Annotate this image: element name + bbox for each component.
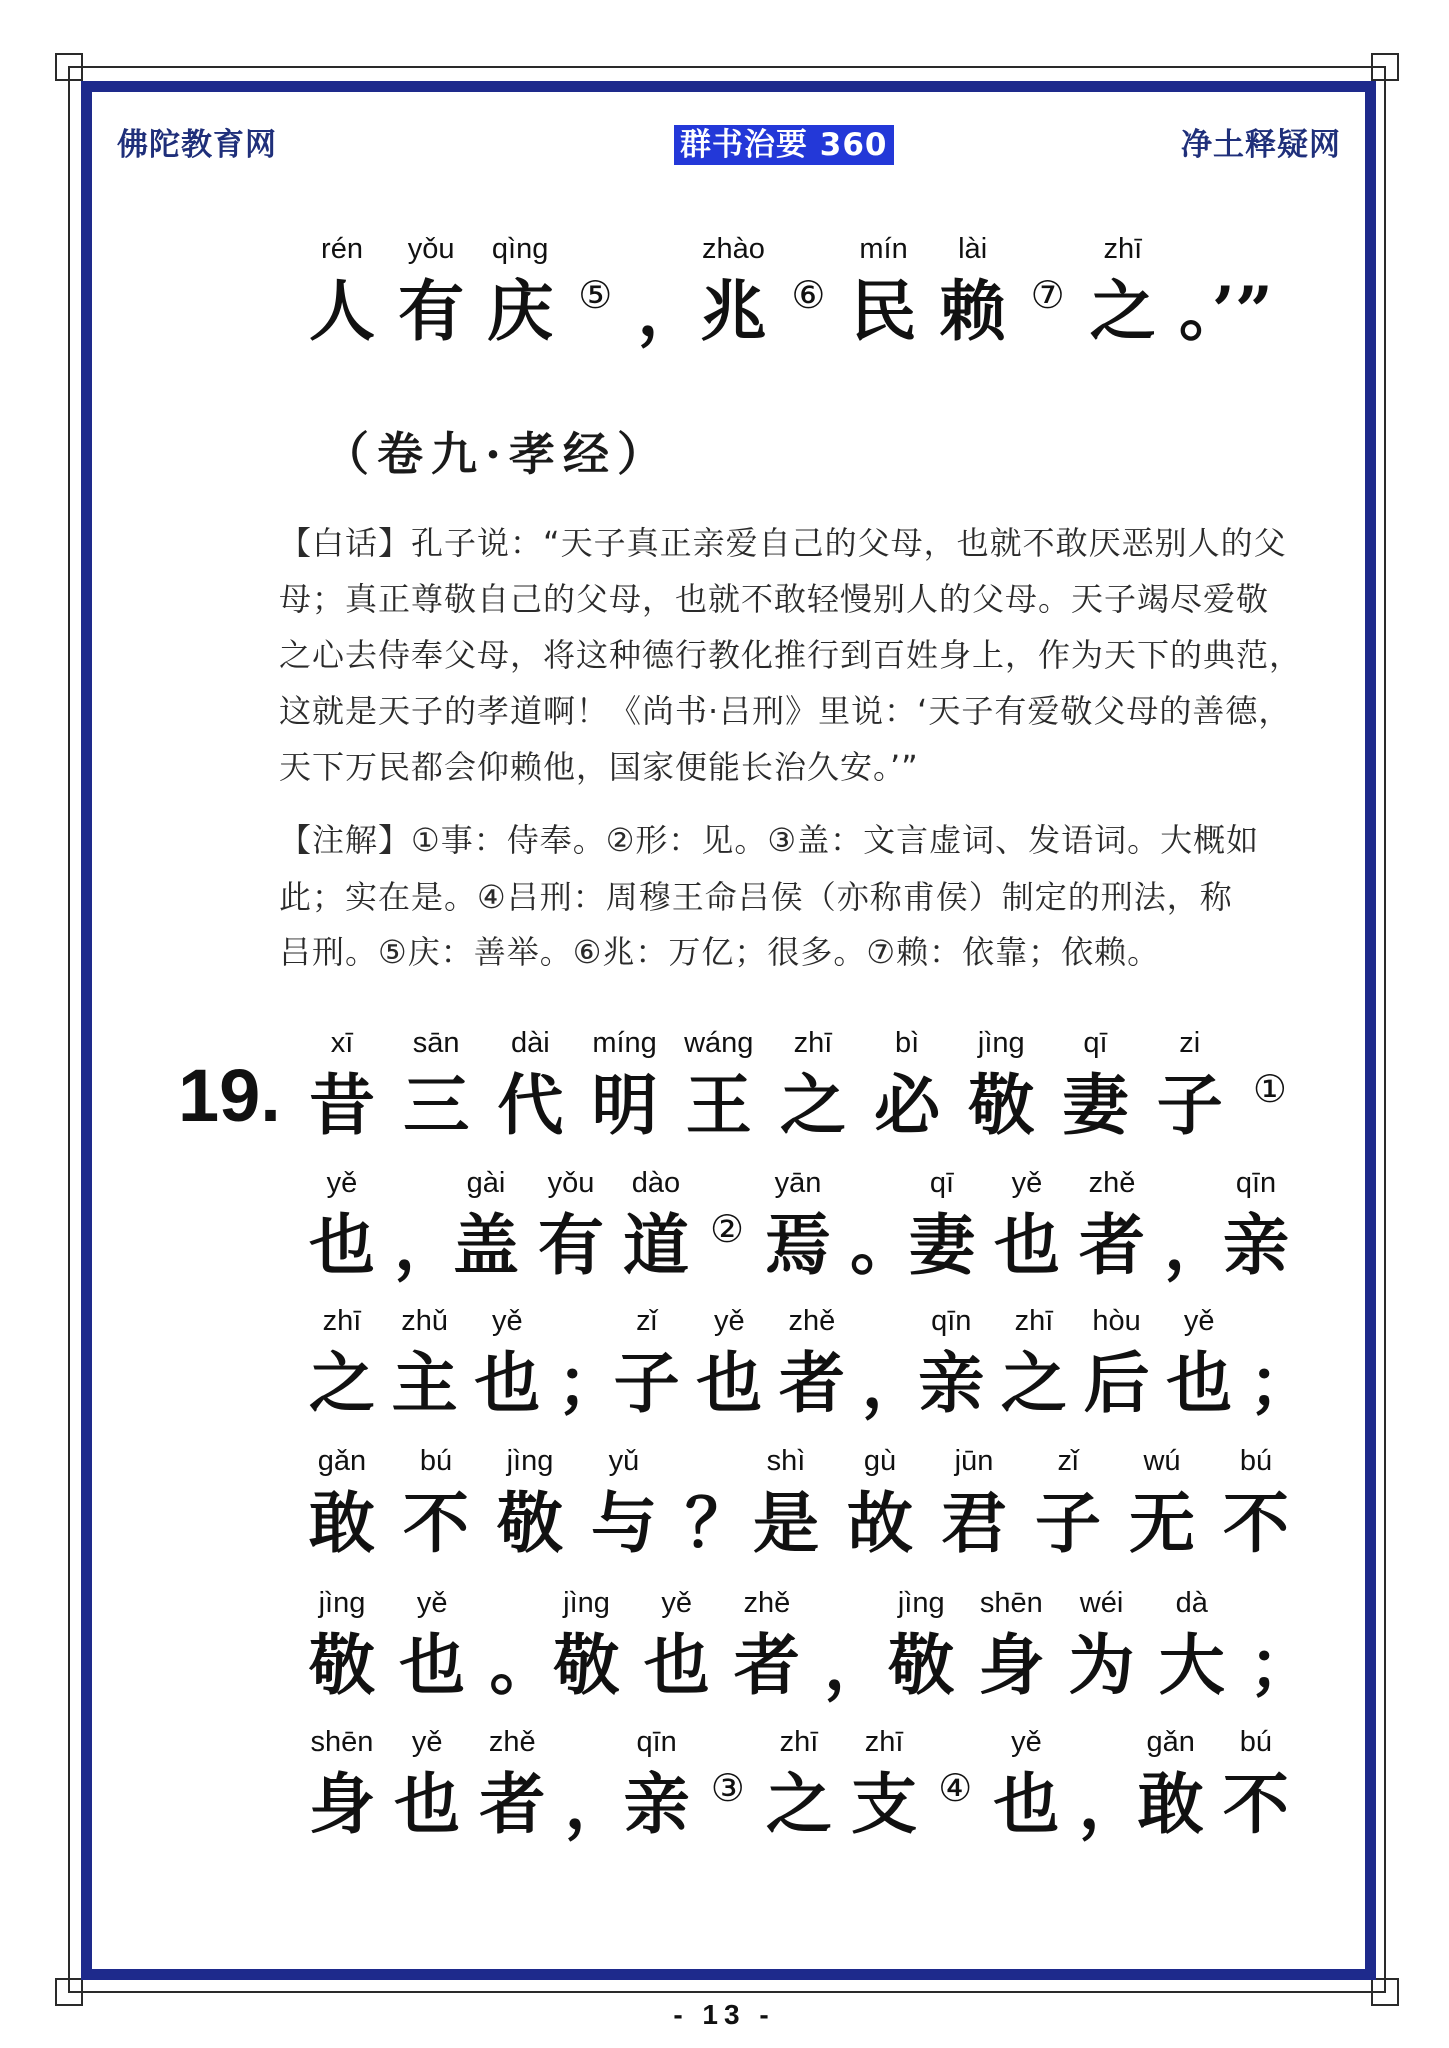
verse-character <box>309 233 375 350</box>
verse-character <box>487 233 554 350</box>
pinyin: yě <box>713 1305 745 1337</box>
verse-character <box>1079 1167 1145 1284</box>
notes-line: 【注解】①事：侍奉。②形：见。③盖：文言虚词、发语词。大概如 <box>279 821 1260 859</box>
verse-character <box>1156 1027 1223 1144</box>
verse-punctuation <box>861 1305 928 1422</box>
hanzi: 支 <box>851 1765 918 1843</box>
hanzi: 昔 <box>309 1066 375 1144</box>
pinyin: yě <box>1183 1305 1215 1337</box>
vernacular-line: 天下万民都会仰赖他，国家便能长治久安。’” <box>279 748 919 786</box>
pinyin: qīn <box>931 1305 972 1337</box>
punctuation-mark: ， <box>861 1344 928 1422</box>
source-citation: （卷九·孝经） <box>323 427 672 481</box>
hanzi: 故 <box>847 1484 913 1562</box>
verse-character <box>309 1167 375 1284</box>
punctuation-mark: ， <box>1078 1765 1145 1843</box>
pinyin: yě <box>1011 1726 1042 1758</box>
pinyin: wéi <box>1079 1587 1124 1619</box>
hanzi: 民 <box>850 272 917 350</box>
pinyin: zǐ <box>1057 1445 1079 1477</box>
page-number: - 13 - <box>673 1999 775 2030</box>
pinyin: qī <box>1083 1027 1108 1059</box>
notes-line: 吕刑。⑤庆：善举。⑥兆：万亿；很多。⑦赖：依靠；依赖。 <box>279 933 1161 971</box>
verse-character <box>765 1167 831 1284</box>
pinyin: qīn <box>636 1726 677 1758</box>
verse-character <box>1000 1305 1067 1422</box>
pinyin: jìng <box>563 1587 610 1619</box>
hanzi: 也 <box>994 1206 1060 1284</box>
note-marker-number: ⑦ <box>1030 273 1065 317</box>
vernacular-line: 这就是天子的孝道啊！《尚书·吕刑》里说：‘天子有爱敬父母的善德， <box>279 692 1292 730</box>
verse-character <box>993 1726 1060 1843</box>
pinyin: bú <box>1239 1726 1273 1758</box>
verse-punctuation <box>489 1587 556 1704</box>
punctuation-mark: ； <box>1248 1344 1315 1422</box>
punctuation-mark: ？ <box>685 1484 751 1562</box>
vernacular-line: 【白话】孔子说：“天子真正亲爱自己的父母，也就不敢厌恶别人的父 <box>279 524 1287 562</box>
pinyin: wú <box>1143 1445 1181 1477</box>
verse-character <box>394 1726 461 1843</box>
hanzi: 也 <box>399 1626 466 1704</box>
pinyin: bú <box>1239 1445 1273 1477</box>
hanzi: 子 <box>613 1344 680 1422</box>
pinyin: rén <box>321 233 363 265</box>
pinyin: bì <box>895 1027 920 1059</box>
verse-character <box>1223 1167 1289 1284</box>
verse-character <box>309 1027 375 1144</box>
verse-character <box>939 233 1006 350</box>
verse-line <box>309 233 1289 350</box>
verse-character <box>1062 1027 1129 1144</box>
verse-character <box>403 1027 470 1144</box>
pinyin: zhě <box>788 1305 836 1337</box>
verse-character <box>700 233 767 350</box>
hanzi: 敢 <box>309 1484 375 1562</box>
verse-character <box>1068 1587 1135 1704</box>
pinyin: dà <box>1175 1587 1208 1619</box>
hanzi: 之 <box>765 1765 832 1843</box>
verse-character <box>847 1445 913 1562</box>
hanzi: 必 <box>874 1066 941 1144</box>
pinyin: gǎn <box>317 1445 367 1477</box>
verse-character <box>309 1726 375 1843</box>
pinyin: yě <box>411 1726 443 1758</box>
hanzi: 无 <box>1129 1484 1195 1562</box>
header-site-right: 净土释疑网 <box>1181 127 1341 163</box>
pinyin: qīn <box>1235 1167 1277 1199</box>
hanzi: 亲 <box>1223 1206 1289 1284</box>
hanzi: 君 <box>941 1484 1007 1562</box>
note-marker <box>1029 233 1067 345</box>
verse-punctuation <box>824 1587 891 1704</box>
hanzi: 也 <box>474 1344 541 1422</box>
hanzi: 王 <box>685 1066 752 1144</box>
pinyin: qī <box>929 1167 955 1199</box>
note-marker-number: ① <box>1252 1067 1287 1111</box>
verse-character <box>753 1445 819 1562</box>
hanzi: 敬 <box>968 1066 1035 1144</box>
pinyin: gài <box>466 1167 506 1199</box>
verse-character <box>391 1305 458 1422</box>
hanzi: 者 <box>778 1344 845 1422</box>
hanzi: 不 <box>403 1484 469 1562</box>
verse-character <box>874 1027 941 1144</box>
verse-character <box>909 1167 975 1284</box>
verse-character <box>994 1167 1060 1284</box>
header-book-title: 群书治要 360 <box>674 125 894 165</box>
pinyin: qìng <box>491 233 549 265</box>
pinyin: yě <box>416 1587 448 1619</box>
pinyin: jìng <box>318 1587 366 1619</box>
pinyin: gǎn <box>1146 1726 1195 1758</box>
note-marker-number: ④ <box>938 1766 973 1810</box>
hanzi: 焉 <box>765 1206 831 1284</box>
verse-line <box>309 1445 1289 1562</box>
verse-character <box>779 1027 846 1144</box>
pinyin: jūn <box>954 1445 994 1477</box>
verse-character <box>643 1587 710 1704</box>
hanzi: 敬 <box>553 1626 620 1704</box>
verse-character <box>850 233 917 350</box>
punctuation-mark: ， <box>1164 1206 1230 1284</box>
hanzi: 三 <box>403 1066 470 1144</box>
hanzi: 敬 <box>888 1626 955 1704</box>
hanzi: 也 <box>696 1344 763 1422</box>
verse-character <box>1129 1445 1195 1562</box>
verse-punctuation <box>1178 233 1289 350</box>
verse-character <box>778 1305 845 1422</box>
hanzi: 不 <box>1222 1765 1289 1843</box>
pinyin: yǒu <box>547 1167 595 1199</box>
verse-punctuation <box>556 1305 623 1422</box>
hanzi: 也 <box>309 1206 375 1284</box>
hanzi: 有 <box>398 272 465 350</box>
header-site-left: 佛陀教育网 <box>117 127 277 163</box>
verse-character <box>399 1587 466 1704</box>
verse-punctuation <box>850 1167 916 1284</box>
verse-punctuation <box>637 233 704 350</box>
note-marker <box>936 1726 974 1838</box>
verse-line <box>309 1726 1289 1843</box>
hanzi: 妻 <box>909 1206 975 1284</box>
punctuation-mark: ， <box>564 1765 631 1843</box>
punctuation-mark: ， <box>637 272 704 350</box>
pinyin: zhī <box>1103 233 1143 265</box>
verse-character <box>918 1305 985 1422</box>
verse-character <box>1166 1305 1233 1422</box>
verse-character <box>479 1726 546 1843</box>
verse-character <box>613 1305 680 1422</box>
verse-character <box>591 1027 658 1144</box>
pinyin: zhī <box>779 1726 819 1758</box>
verse-character <box>1035 1445 1101 1562</box>
hanzi: 身 <box>978 1626 1045 1704</box>
hanzi: 敬 <box>497 1484 563 1562</box>
verse-character <box>591 1445 657 1562</box>
verse-character <box>474 1305 541 1422</box>
pinyin: shì <box>766 1445 806 1477</box>
hanzi: 者 <box>1079 1206 1145 1284</box>
vernacular-line: 之心去侍奉父母，将这种德行教化推行到百姓身上，作为天下的典范， <box>279 636 1303 674</box>
pinyin: zhě <box>488 1726 536 1758</box>
hanzi: 之 <box>309 1344 375 1422</box>
verse-character <box>1137 1726 1204 1843</box>
verse-punctuation <box>394 1167 460 1284</box>
verse-character <box>398 233 465 350</box>
verse-character <box>851 1726 918 1843</box>
hanzi: 亲 <box>918 1344 985 1422</box>
hanzi: 道 <box>623 1206 689 1284</box>
pinyin: shēn <box>979 1587 1043 1619</box>
hanzi: 主 <box>391 1344 458 1422</box>
verse-character <box>309 1305 375 1422</box>
pinyin: mín <box>859 233 908 265</box>
hanzi: 代 <box>497 1066 564 1144</box>
punctuation-mark: ， <box>824 1626 891 1704</box>
verse-character <box>623 1726 690 1843</box>
punctuation-mark: 。 <box>850 1206 916 1284</box>
hanzi: 者 <box>733 1626 800 1704</box>
punctuation-mark: 。 <box>489 1626 556 1704</box>
pinyin: wáng <box>684 1027 754 1059</box>
pinyin: zhī <box>864 1726 904 1758</box>
verse-character <box>309 1587 375 1704</box>
hanzi: 之 <box>1000 1344 1067 1422</box>
pinyin: lài <box>958 233 988 265</box>
pinyin: yǒu <box>407 233 455 265</box>
verse-punctuation <box>685 1445 751 1562</box>
verse-character <box>941 1445 1007 1562</box>
hanzi: 子 <box>1035 1484 1101 1562</box>
hanzi: 大 <box>1158 1626 1225 1704</box>
note-marker-number: ③ <box>710 1766 745 1810</box>
verse-character <box>623 1167 689 1284</box>
pinyin: zi <box>1179 1027 1201 1059</box>
hanzi: 也 <box>1166 1344 1233 1422</box>
pinyin: yě <box>661 1587 693 1619</box>
hanzi: 庆 <box>487 272 554 350</box>
hanzi: 盖 <box>453 1206 519 1284</box>
verse-punctuation <box>564 1726 631 1843</box>
hanzi: 有 <box>538 1206 604 1284</box>
hanzi: 也 <box>394 1765 461 1843</box>
vernacular-line: 母；真正尊敬自己的父母，也就不敢轻慢别人的父母。天子竭尽爱敬 <box>279 580 1270 618</box>
verse-punctuation <box>1078 1726 1145 1843</box>
note-marker <box>576 233 614 345</box>
pinyin: zhī <box>322 1305 362 1337</box>
verse-character <box>696 1305 763 1422</box>
pinyin: yě <box>491 1305 523 1337</box>
pinyin: zhī <box>793 1027 833 1059</box>
hanzi: 之 <box>1089 272 1156 350</box>
verse-character <box>538 1167 604 1284</box>
verse-character <box>684 1027 754 1144</box>
hanzi: 敬 <box>309 1626 375 1704</box>
pinyin: yě <box>326 1167 358 1199</box>
verse-character <box>1158 1587 1225 1704</box>
hanzi: 子 <box>1156 1066 1223 1144</box>
pinyin: shēn <box>310 1726 374 1758</box>
hanzi: 亲 <box>623 1765 690 1843</box>
verse-character <box>1222 1726 1289 1843</box>
pinyin: zhī <box>1014 1305 1054 1337</box>
hanzi: 者 <box>479 1765 546 1843</box>
verse-punctuation <box>1248 1305 1315 1422</box>
punctuation-mark: ； <box>1248 1626 1315 1704</box>
pinyin: zhě <box>743 1587 791 1619</box>
verse-character <box>1089 233 1156 350</box>
verse-character <box>968 1027 1035 1144</box>
pinyin: sān <box>412 1027 460 1059</box>
hanzi: 明 <box>591 1066 658 1144</box>
pinyin: bú <box>419 1445 453 1477</box>
hanzi: 也 <box>643 1626 710 1704</box>
verse-character <box>497 1445 563 1562</box>
pinyin: yān <box>774 1167 822 1199</box>
section-number: 19. <box>178 1054 281 1137</box>
note-marker-number: ② <box>709 1207 745 1251</box>
verse-line <box>309 1587 1315 1704</box>
punctuation-mark: ； <box>556 1344 623 1422</box>
verse-character <box>765 1726 832 1843</box>
pinyin: zhào <box>701 233 765 265</box>
verse-character <box>1083 1305 1150 1422</box>
verse-line <box>309 1027 1289 1144</box>
hanzi: 与 <box>591 1484 657 1562</box>
pinyin: gù <box>863 1445 897 1477</box>
hanzi: 不 <box>1223 1484 1289 1562</box>
verse-line <box>309 1305 1315 1422</box>
notes-line: 此；实在是。④吕刑：周穆王命吕侯（亦称甫侯）制定的刑法，称 <box>279 878 1233 916</box>
pinyin: xī <box>330 1027 354 1059</box>
hanzi: 也 <box>993 1765 1060 1843</box>
pinyin: zhě <box>1088 1167 1136 1199</box>
verse-character <box>888 1587 955 1704</box>
pinyin: jìng <box>897 1587 945 1619</box>
hanzi: 是 <box>753 1484 819 1562</box>
pinyin: míng <box>592 1027 657 1059</box>
pinyin: yǔ <box>608 1445 640 1477</box>
pinyin: yě <box>1011 1167 1043 1199</box>
note-marker <box>789 233 827 345</box>
pinyin: hòu <box>1092 1305 1141 1337</box>
hanzi: 妻 <box>1062 1066 1129 1144</box>
verse-character <box>553 1587 620 1704</box>
pinyin: jìng <box>506 1445 554 1477</box>
note-marker-number: ⑥ <box>791 273 826 317</box>
note-marker <box>709 1726 747 1838</box>
verse-character <box>403 1445 469 1562</box>
hanzi: 后 <box>1083 1344 1150 1422</box>
pinyin: jìng <box>977 1027 1025 1059</box>
hanzi: 身 <box>309 1765 375 1843</box>
pinyin: dài <box>511 1027 550 1059</box>
verse-character <box>309 1445 375 1562</box>
punctuation-mark: 。’” <box>1178 272 1273 350</box>
verse-character <box>733 1587 800 1704</box>
note-marker <box>708 1167 746 1279</box>
hanzi: 之 <box>779 1066 846 1144</box>
note-marker-number: ⑤ <box>578 273 613 317</box>
verse-line <box>309 1167 1289 1284</box>
verse-character <box>1223 1445 1289 1562</box>
hanzi: 兆 <box>700 272 767 350</box>
hanzi: 赖 <box>939 272 1006 350</box>
pinyin: zǐ <box>636 1305 658 1337</box>
hanzi: 敢 <box>1137 1765 1204 1843</box>
hanzi: 人 <box>309 272 375 350</box>
verse-character <box>497 1027 564 1144</box>
hanzi: 为 <box>1068 1626 1135 1704</box>
pinyin: zhǔ <box>401 1305 449 1337</box>
verse-punctuation <box>1164 1167 1230 1284</box>
verse-character <box>978 1587 1045 1704</box>
punctuation-mark: ， <box>394 1206 460 1284</box>
pinyin: dào <box>631 1167 681 1199</box>
verse-punctuation <box>1248 1587 1315 1704</box>
note-marker <box>1251 1027 1289 1139</box>
verse-character <box>453 1167 519 1284</box>
